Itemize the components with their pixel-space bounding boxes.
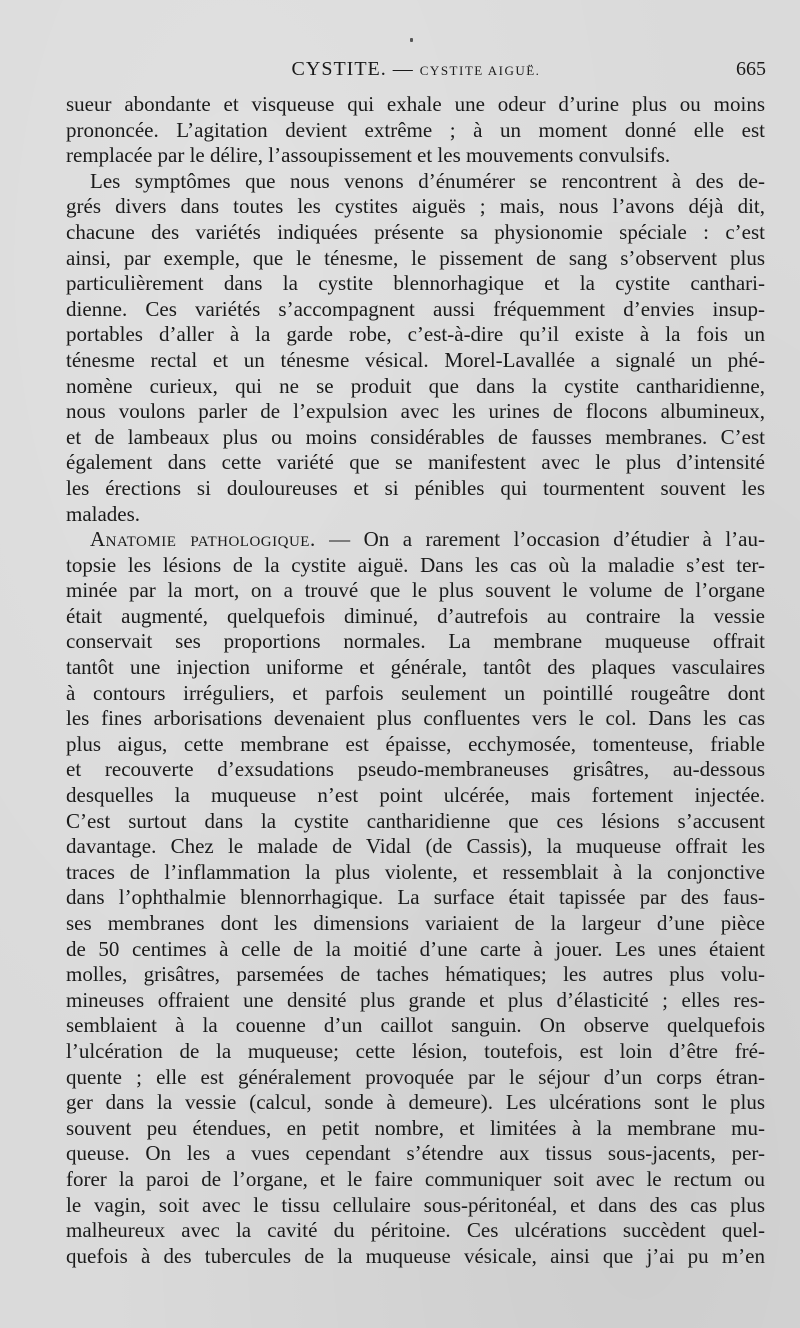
- text-line: le vagin, soit avec le tissu cellulaire sous-péritonéal, et dans des cas plus: [66, 1192, 765, 1217]
- text-line: dienne. Ces variétés s’accompagnent aussi fréquemment d’envies insup-: [66, 296, 765, 321]
- text-line: topsie les lésions de la cystite aiguë. Dans les cas où la maladie s’est ter-: [66, 552, 765, 577]
- text-line: Les symptômes que nous venons d’énumérer se rencontrent à des de-: [90, 168, 765, 193]
- text-line: C’est surtout dans la cystite cantharidienne que ces lésions s’accusent: [66, 808, 765, 833]
- text-line: à contours irréguliers, et parfois seulement un pointillé rougeâtre dont: [66, 680, 765, 705]
- text-line: minée par la mort, on a trouvé que le plus souvent le volume de l’organe: [66, 578, 765, 603]
- text-line: tantôt une injection uniforme et générale, tantôt des plaques vasculaires: [66, 655, 765, 680]
- text-line: particulièrement dans la cystite blennorhagique et la cystite canthari-: [66, 271, 765, 296]
- text-line: nomène curieux, qui ne se produit que dans la cystite cantharidienne,: [66, 373, 765, 398]
- text-line: quefois à des tubercules de la muqueuse vésicale, ainsi que j’ai pu m’en: [66, 1243, 765, 1268]
- text-line: prononcée. L’agitation devient extrême ; à un moment donné elle est: [66, 117, 765, 142]
- page-header: [66, 58, 766, 86]
- text-line: portables d’aller à la garde robe, c’est-à-dire qu’il existe à la fois un: [66, 322, 765, 347]
- text-line: et recouverte d’exsudations pseudo-membraneuses grisâtres, au-dessous: [66, 757, 765, 782]
- text-line: chacune des variétés indiquées présente sa physionomie spéciale : c’est: [66, 219, 765, 244]
- text-line: ger dans la vessie (calcul, sonde à demeure). Les ulcérations sont le plus: [66, 1090, 765, 1115]
- text-line: ses membranes dont les dimensions variaient de la largeur d’une pièce: [66, 911, 765, 935]
- running-title-sub: CYSTITE AIGUË.: [419, 63, 541, 78]
- text-line: plus aigus, cette membrane est épaisse, ecchymosée, tomenteuse, friable: [66, 731, 765, 756]
- text-line: forer la paroi de l’organe, et le faire communiquer soit avec le rectum ou: [66, 1166, 765, 1191]
- text-line: malheureux avec la cavité du péritoine. Ces ulcérations succèdent quel-: [66, 1218, 765, 1243]
- text-line: dans l’ophthalmie blennorrhagique. La surface était tapissée par des faus-: [66, 885, 765, 910]
- text-line: sueur abondante et visqueuse qui exhale une odeur d’urine plus ou moins: [66, 92, 765, 116]
- text-line: ainsi, par exemple, que le ténesme, le pissement de sang s’observent plus: [66, 245, 765, 270]
- text-line: remplacée par le délire, l’assoupissement et les mouvements convulsifs.: [66, 143, 671, 168]
- text-line: l’ulcération de la muqueuse; cette lésion, toutefois, est loin d’être fré-: [66, 1038, 765, 1063]
- text-line: les fines arborisations devenaient plus confluentes vers le col. Dans les cas: [66, 706, 765, 731]
- text-line: desquelles la muqueuse n’est point ulcérée, mais fortement injectée.: [66, 783, 765, 808]
- text-line: grés divers dans toutes les cystites aiguës ; mais, nous l’avons déjà dit,: [66, 194, 765, 219]
- text-line: conservait ses proportions normales. La membrane muqueuse offrait: [66, 629, 765, 654]
- text-line: les érections si douloureuses et si pénibles qui tourmentent souvent les: [66, 475, 765, 500]
- text-line-rest: — On a rarement l’occasion d’étudier à l’au-: [315, 527, 765, 552]
- text-line: souvent peu étendues, en petit nombre, et limitées à la membrane mu-: [66, 1115, 765, 1140]
- running-title-main: CYSTITE. —: [291, 58, 414, 80]
- text-line: mineuses offraient une densité plus grande et plus d’élasticité ; elles res-: [66, 987, 765, 1012]
- text-line: molles, grisâtres, parsemées de taches hématiques; les autres plus volu-: [66, 962, 765, 987]
- section-heading-line: [66, 527, 765, 553]
- ink-speck: [410, 38, 413, 42]
- text-line: de 50 centimes à celle de la moitié d’une carte à jouer. Les unes étaient: [66, 936, 765, 961]
- text-line: davantage. Chez le malade de Vidal (de Cassis), la muqueuse offrait les: [66, 834, 765, 859]
- text-line: et de lambeaux plus ou moins considérables de fausses membranes. C’est: [66, 424, 765, 449]
- body-text: [66, 92, 765, 1269]
- text-line: quente ; elle est généralement provoquée par le séjour d’un corps étran-: [66, 1064, 765, 1089]
- text-line: ténesme rectal et un ténesme vésical. Morel-Lavallée a signalé un phé-: [66, 347, 765, 372]
- text-line: également dans cette variété que se manifestent avec le plus d’intensité: [66, 450, 765, 475]
- page-number: 665: [736, 58, 766, 80]
- text-line: malades.: [66, 501, 141, 526]
- text-line: nous voulons parler de l’expulsion avec les urines de flocons albumineux,: [66, 399, 765, 424]
- running-title: [66, 58, 766, 81]
- section-heading: Anatomie pathologique.: [90, 527, 316, 552]
- text-line: semblaient à la couenne d’un caillot sanguin. On observe quelquefois: [66, 1013, 765, 1038]
- text-line: queuse. On les a vues cependant s’étendre aux tissus sous-jacents, per-: [66, 1141, 765, 1166]
- text-line: traces de l’inflammation la plus violente, et ressemblait à la conjonctive: [66, 859, 765, 884]
- text-line: était augmenté, quelquefois diminué, d’autrefois au contraire la vessie: [66, 603, 765, 628]
